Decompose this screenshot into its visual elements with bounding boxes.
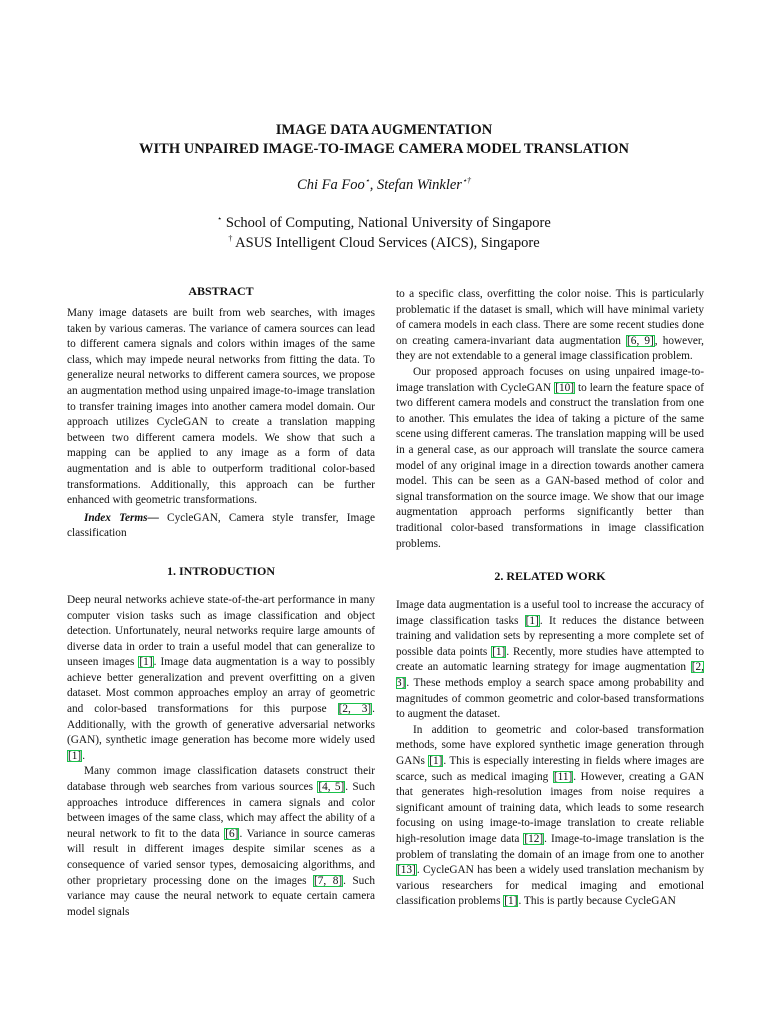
text-run: Image data augmentation is a useful tool to increase the accuracy of image classification tasks xyxy=(396,599,704,627)
related-paragraph-2 xyxy=(396,723,704,910)
text-run: Our proposed approach focuses on using unpaired image-to-image translation with CycleGAN xyxy=(396,365,704,394)
text-run: Deep neural networks achieve state-of-the-art performance in many computer vision tasks such as image classification and object detection. Unfortunately, neural networks require large amounts of diverse data in order to train a useful model that can generalize to unseen images xyxy=(67,593,375,669)
text-run: . xyxy=(82,749,86,762)
text-run: to learn the feature space of two different camera models and construct the translation from one to another. This emulates the idea of taking a picture of the same scene using different cameras. The translation mapping will be used in a general case, as our approach will translate the source camera model of any original image in a direction towards another camera model. This can be seen as a GAN-based method of color and signal transformation on the source image. We show that our image augmentation approach performs significantly better than traditional color-based transformations in image classification problems. xyxy=(396,381,704,550)
citation-link[interactable]: [1] xyxy=(68,749,82,762)
citation-link[interactable]: [1] xyxy=(525,614,539,627)
text-run: . This is partly because CycleGAN xyxy=(518,895,676,908)
citation-link[interactable]: [6] xyxy=(225,827,239,840)
text-run: . CycleGAN has been a widely used translation mechanism by various researchers for medical imaging and emotional classification problems xyxy=(396,864,704,908)
text-run: . Such variance may cause the neural network to equate certain camera model signals xyxy=(67,874,375,918)
affiliation-text: School of Computing, National University of Singapore xyxy=(222,215,551,231)
text-run: . Recently, more studies have attempted to create an automatic learning strategy for image augmentation xyxy=(396,645,704,674)
author-list xyxy=(0,177,768,194)
intro-paragraph-2 xyxy=(67,764,375,920)
author-name: Stefan Winkler xyxy=(376,177,462,193)
text-run: . This is especially interesting in fields where images are scarce, such as medical imaging xyxy=(396,755,704,783)
text-run: to a specific class, overfitting the color noise. This is particularly problematic if the dataset is small, which will have minimal variety of camera models in each class. There are some recent studies done on creating camera-invariant data augmentation xyxy=(396,288,704,347)
related-work-heading: 2. RELATED WORK xyxy=(494,569,606,584)
index-terms-label: Index Terms— xyxy=(83,511,159,524)
citation-link[interactable]: [13] xyxy=(397,864,416,877)
text-run: . These methods employ a search space among probability and magnitudes of common geometric and color-based transformations to augment the dataset. xyxy=(396,677,704,721)
citation-link[interactable]: [1] xyxy=(492,645,506,658)
citation-link[interactable]: [1] xyxy=(429,755,443,768)
affiliation-mark: † xyxy=(228,234,233,244)
citation-link[interactable]: [7, 8] xyxy=(314,874,343,887)
affiliation-list xyxy=(0,213,768,253)
right-paragraph-2 xyxy=(396,365,704,552)
citation-link[interactable]: [2, 3] xyxy=(338,703,372,716)
text-run: , however, they are not extendable to a general image classification problem. xyxy=(396,334,704,363)
intro-heading: 1. INTRODUCTION xyxy=(166,563,275,578)
citation-link[interactable]: [10] xyxy=(555,381,575,394)
text-run: . However, creating a GAN that generates high-resolution images from noise requires a significant amount of training data, which leads to some research focusing on using image-to-image translation to create reliable high-resolution image data xyxy=(396,770,705,845)
text-run: Many common image classification datasets construct their database through web searches from various sources xyxy=(67,765,375,794)
right-paragraph-1 xyxy=(396,287,704,365)
citation-link[interactable]: [4, 5] xyxy=(318,781,345,794)
affiliation-text: ASUS Intelligent Cloud Services (AICS), Singapore xyxy=(232,235,540,251)
abstract-text: Many image datasets are built from web searches, with images taken by various cameras. The variance of camera sources can lead to different camera signals and colors within images of the same class, which may impede neural networks from fitting the data. To generalize neural networks to different camera sources, we propose an augmentation method using unpaired image-to-image translation to transfer training images into another camera model domain. Our approach utilizes CycleGAN to create a translation mapping between two different camera models. We show that such a mapping can be applied to any image as a form of data augmentation and is able to outperform traditional color-based transformations. Additionally, this approach can be further enhanced with geometric transformations. xyxy=(67,307,375,507)
right-column xyxy=(396,287,704,910)
author-name: Chi Fa Foo xyxy=(297,177,365,193)
text-run: . Such approaches introduce differences in camera signals and color between images of the same class, which may affect the ability of a neural network to fit to the data xyxy=(67,781,375,840)
affiliation xyxy=(0,233,768,253)
paper-title xyxy=(0,121,768,159)
text-run: In addition to geometric and color-based transformation methods, some have explored synthetic image generation through GANs xyxy=(396,723,704,768)
index-terms xyxy=(67,511,375,542)
citation-link[interactable]: [1] xyxy=(504,895,518,908)
text-run: . Variance in source cameras will result in different images despite similar scenes as a consequence of varied sensor types, demosaicing algorithms, and other proprietary processing done on the images xyxy=(67,827,375,887)
citation-link[interactable]: [6, 9] xyxy=(627,334,654,347)
title-line-1: IMAGE DATA AUGMENTATION xyxy=(275,122,493,138)
index-terms-text: CycleGAN, Camera style transfer, Image classification xyxy=(67,511,375,540)
abstract-heading: ABSTRACT xyxy=(188,284,254,298)
related-paragraph-1 xyxy=(396,598,704,723)
affiliation-mark: ⋆ xyxy=(364,176,370,186)
author-separator: , xyxy=(369,177,377,193)
title-line-2: WITH UNPAIRED IMAGE-TO-IMAGE CAMERA MODEL TRANSLATION xyxy=(139,141,629,157)
citation-link[interactable]: [12] xyxy=(524,833,544,845)
affiliation-mark: ⋆† xyxy=(461,176,471,186)
text-run: . Image-to-image translation is the problem of translating the domain of an image from one to another xyxy=(396,833,704,861)
citation-link[interactable]: [1] xyxy=(139,656,153,669)
text-run: . It reduces the distance between training and validation sets by representing a more complete set of possible data points xyxy=(396,614,704,658)
text-run: . Image data augmentation is a way to possibly achieve better generalization and prevent overfitting on a given dataset. Most common approaches employ an array of geometric and color-based transformations for this purpose xyxy=(67,656,375,716)
text-run: . Additionally, with the growth of generative adversarial networks (GAN), synthetic image generation has become more widely used xyxy=(67,703,375,747)
left-column xyxy=(67,283,375,920)
affiliation-mark: ⋆ xyxy=(217,214,223,224)
affiliation xyxy=(0,213,768,233)
citation-link[interactable]: [2, 3] xyxy=(396,661,704,690)
citation-link[interactable]: [11] xyxy=(553,770,573,783)
intro-paragraph-1 xyxy=(67,593,375,765)
